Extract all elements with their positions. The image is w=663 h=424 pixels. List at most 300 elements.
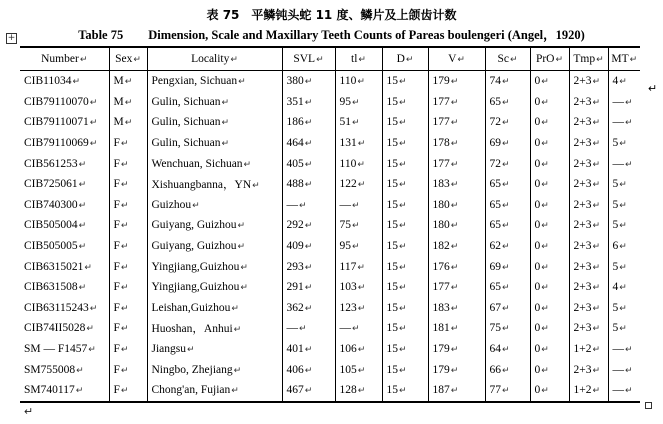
cell-end-mark-icon: ↵ — [450, 97, 459, 108]
cell-tl — [335, 318, 382, 339]
column-header-number — [20, 47, 109, 71]
column-header-tl — [335, 47, 382, 71]
cell-value: 69 — [489, 260, 501, 273]
cell-value: 65 — [489, 281, 501, 294]
cell-number — [20, 359, 109, 380]
cell-value: CIB740300 — [24, 198, 78, 211]
cell-value: SM — F1457 — [24, 343, 88, 356]
cell-end-mark-icon: ↵ — [72, 77, 81, 88]
cell-tl — [335, 359, 382, 380]
cell-end-mark-icon: ↵ — [399, 283, 407, 294]
cell-sc — [485, 71, 530, 92]
cell-sc — [485, 298, 530, 319]
cell-number — [20, 71, 109, 92]
cell-value: 0 — [534, 157, 541, 170]
cell-end-mark-icon: ↵ — [541, 77, 549, 88]
cell-d — [382, 195, 428, 216]
paragraph-mark-icon: ↵ — [24, 406, 34, 418]
cell-svl — [282, 277, 335, 298]
table-row — [20, 112, 640, 133]
cell-end-mark-icon: ↵ — [316, 55, 324, 65]
cell-value: 2+3 — [573, 95, 592, 108]
cell-value: 0 — [534, 116, 541, 129]
cell-end-mark-icon: ↵ — [592, 139, 601, 150]
cell-value: 1+2 — [573, 384, 592, 397]
cell-value: 131 — [339, 137, 357, 150]
cell-value: CIB631508 — [24, 281, 78, 294]
cell-value: SM755008 — [24, 363, 76, 376]
cell-end-mark-icon: ↵ — [450, 345, 459, 356]
cell-value: 65 — [489, 219, 501, 232]
cell-end-mark-icon: ↵ — [592, 159, 601, 170]
cell-end-mark-icon: ↵ — [502, 365, 510, 376]
cell-value: 0 — [534, 198, 541, 211]
cell-tmp — [569, 133, 608, 154]
cell-value: 15 — [386, 137, 398, 150]
cell-end-mark-icon: ↵ — [399, 77, 407, 88]
cell-end-mark-icon: ↵ — [399, 221, 407, 232]
cell-end-mark-icon: ↵ — [625, 97, 633, 108]
cell-end-mark-icon: ↵ — [450, 139, 459, 150]
cell-value: 0 — [534, 219, 541, 232]
cell-value: 15 — [386, 157, 398, 170]
cell-number — [20, 92, 109, 113]
cell-svl — [282, 236, 335, 257]
cell-end-mark-icon: ↵ — [352, 118, 360, 129]
cell-end-mark-icon: ↵ — [450, 118, 459, 129]
cell-end-mark-icon: ↵ — [304, 262, 313, 273]
cell-end-mark-icon: ↵ — [120, 221, 129, 232]
table-row — [20, 236, 640, 257]
column-header-label: MT — [611, 53, 629, 65]
cell-value: 464 — [286, 137, 304, 150]
cell-value: Jiangsu — [151, 343, 186, 356]
cell-value: 0 — [534, 343, 541, 356]
cell-end-mark-icon: ↵ — [625, 386, 633, 397]
cell-end-mark-icon: ↵ — [304, 283, 313, 294]
cell-sex — [109, 92, 147, 113]
cell-number — [20, 277, 109, 298]
cell-sc — [485, 256, 530, 277]
cell-d — [382, 92, 428, 113]
cell-value: 180 — [432, 219, 450, 232]
cell-value: 64 — [489, 343, 501, 356]
cell-number — [20, 215, 109, 236]
cell-value: — — [612, 363, 624, 376]
cell-value: 5 — [612, 322, 619, 335]
cell-value: 2+3 — [573, 198, 592, 211]
cell-end-mark-icon: ↵ — [231, 303, 239, 314]
cell-end-mark-icon: ↵ — [124, 118, 133, 129]
cell-mt — [608, 153, 640, 174]
cell-value: F — [113, 198, 120, 211]
cell-end-mark-icon: ↵ — [304, 159, 313, 170]
cell-value: 467 — [286, 384, 304, 397]
cell-end-mark-icon: ↵ — [237, 221, 246, 232]
column-header-sc — [485, 47, 530, 71]
cell-value: — — [339, 198, 351, 211]
cell-v — [428, 277, 485, 298]
cell-value: 69 — [489, 137, 501, 150]
cell-end-mark-icon: ↵ — [625, 118, 633, 129]
cell-value: 2+3 — [573, 363, 592, 376]
cell-value: 401 — [286, 343, 304, 356]
cell-pro — [530, 339, 569, 360]
cell-end-mark-icon: ↵ — [619, 303, 627, 314]
cell-mt — [608, 112, 640, 133]
cell-value: 177 — [432, 281, 450, 294]
cell-number — [20, 195, 109, 216]
cell-svl — [282, 298, 335, 319]
column-header-mt — [608, 47, 640, 71]
cell-value: F — [113, 281, 120, 294]
cell-end-mark-icon: ↵ — [502, 242, 510, 253]
cell-tmp — [569, 71, 608, 92]
cell-value: — — [339, 322, 351, 335]
cell-value: 2+3 — [573, 281, 592, 294]
cell-value: 123 — [339, 301, 357, 314]
cell-v — [428, 153, 485, 174]
column-header-label: V — [448, 53, 457, 65]
cell-locality — [147, 153, 282, 174]
cell-sex — [109, 71, 147, 92]
cell-value: 95 — [339, 240, 351, 253]
cell-end-mark-icon: ↵ — [450, 324, 459, 335]
cell-end-mark-icon: ↵ — [625, 345, 633, 356]
cell-value: 77 — [489, 384, 501, 397]
cell-pro — [530, 256, 569, 277]
column-header-d — [382, 47, 428, 71]
cell-tmp — [569, 256, 608, 277]
cell-sc — [485, 215, 530, 236]
cell-value: 67 — [489, 301, 501, 314]
cell-value: — — [612, 343, 624, 356]
cell-end-mark-icon: ↵ — [357, 386, 366, 397]
cell-sex — [109, 112, 147, 133]
cell-value: CIB63115243 — [24, 301, 89, 314]
cell-value: 15 — [386, 363, 398, 376]
cell-pro — [530, 153, 569, 174]
cell-end-mark-icon: ↵ — [304, 139, 313, 150]
cell-mt — [608, 236, 640, 257]
cell-d — [382, 174, 428, 195]
cell-value: 179 — [432, 363, 450, 376]
cell-end-mark-icon: ↵ — [120, 262, 129, 273]
cell-sex — [109, 380, 147, 402]
cell-value: 15 — [386, 219, 398, 232]
cell-value: 15 — [386, 343, 398, 356]
cell-end-mark-icon: ↵ — [541, 386, 549, 397]
cell-svl — [282, 112, 335, 133]
cell-end-mark-icon: ↵ — [541, 303, 549, 314]
cell-value: 186 — [286, 116, 304, 129]
cell-svl — [282, 359, 335, 380]
cell-d — [382, 236, 428, 257]
cell-value: 177 — [432, 157, 450, 170]
cell-end-mark-icon: ↵ — [89, 118, 98, 129]
cell-sc — [485, 380, 530, 402]
cell-end-mark-icon: ↵ — [221, 118, 230, 129]
cell-mt — [608, 318, 640, 339]
cell-svl — [282, 256, 335, 277]
cell-value: 75 — [489, 322, 501, 335]
cell-value: 0 — [534, 178, 541, 191]
cell-end-mark-icon: ↵ — [231, 386, 239, 397]
cell-end-mark-icon: ↵ — [399, 118, 407, 129]
cell-end-mark-icon: ↵ — [541, 262, 549, 273]
cell-end-mark-icon: ↵ — [120, 139, 129, 150]
cell-end-mark-icon: ↵ — [502, 200, 510, 211]
cell-svl — [282, 318, 335, 339]
table-row — [20, 277, 640, 298]
cell-end-mark-icon: ↵ — [89, 97, 98, 108]
cell-value: 187 — [432, 384, 450, 397]
cell-number — [20, 174, 109, 195]
table-caption-chinese: 表 75 平鳞钝头蛇 11 度、鳞片及上颌齿计数 — [206, 8, 457, 22]
cell-sex — [109, 256, 147, 277]
cell-tmp — [569, 174, 608, 195]
cell-svl — [282, 380, 335, 402]
cell-end-mark-icon: ↵ — [502, 139, 510, 150]
cell-tl — [335, 298, 382, 319]
cell-end-mark-icon: ↵ — [78, 200, 87, 211]
cell-value: 15 — [386, 240, 398, 253]
cell-value: M — [113, 75, 124, 88]
cell-end-mark-icon: ↵ — [187, 345, 195, 356]
column-header-locality — [147, 47, 282, 71]
cell-end-mark-icon: ↵ — [304, 303, 313, 314]
cell-tmp — [569, 339, 608, 360]
cell-end-mark-icon: ↵ — [89, 303, 98, 314]
cell-value: 405 — [286, 157, 304, 170]
cell-locality — [147, 236, 282, 257]
cell-value: 406 — [286, 363, 304, 376]
cell-value: CIB6315021 — [24, 260, 84, 273]
cell-pro — [530, 92, 569, 113]
cell-sc — [485, 174, 530, 195]
cell-value: F — [113, 178, 120, 191]
cell-end-mark-icon: ↵ — [75, 386, 84, 397]
cell-end-mark-icon: ↵ — [304, 345, 313, 356]
cell-number — [20, 112, 109, 133]
column-header-pro — [530, 47, 569, 71]
cell-locality — [147, 380, 282, 402]
cell-v — [428, 236, 485, 257]
cell-value: 178 — [432, 137, 450, 150]
cell-end-mark-icon: ↵ — [304, 118, 313, 129]
cell-end-mark-icon: ↵ — [357, 283, 366, 294]
cell-v — [428, 195, 485, 216]
cell-value: 0 — [534, 260, 541, 273]
cell-svl — [282, 133, 335, 154]
cell-end-mark-icon: ↵ — [240, 262, 248, 273]
cell-tl — [335, 153, 382, 174]
cell-value: 0 — [534, 322, 541, 335]
cell-end-mark-icon: ↵ — [352, 97, 360, 108]
cell-end-mark-icon: ↵ — [592, 200, 601, 211]
cell-value: 110 — [339, 75, 357, 88]
cell-value: 2+3 — [573, 240, 592, 253]
cell-mt — [608, 133, 640, 154]
cell-tl — [335, 215, 382, 236]
cell-tmp — [569, 380, 608, 402]
column-header-label: SVL — [293, 53, 316, 65]
cell-end-mark-icon: ↵ — [502, 97, 510, 108]
cell-locality — [147, 92, 282, 113]
cell-value: F — [113, 301, 120, 314]
table-row — [20, 195, 640, 216]
cell-value: Wenchuan, Sichuan — [151, 157, 243, 170]
cell-value: CIB561253 — [24, 157, 78, 170]
cell-end-mark-icon: ↵ — [357, 139, 366, 150]
cell-value: 2+3 — [573, 322, 592, 335]
cell-end-mark-icon: ↵ — [124, 97, 133, 108]
cell-pro — [530, 215, 569, 236]
cell-end-mark-icon: ↵ — [592, 262, 601, 273]
table-row — [20, 92, 640, 113]
cell-mt — [608, 359, 640, 380]
cell-value: 15 — [386, 75, 398, 88]
cell-end-mark-icon: ↵ — [221, 139, 230, 150]
cell-d — [382, 133, 428, 154]
cell-pro — [530, 71, 569, 92]
cell-end-mark-icon: ↵ — [124, 77, 133, 88]
cell-end-mark-icon: ↵ — [120, 324, 129, 335]
cell-sex — [109, 174, 147, 195]
cell-value: 2+3 — [573, 75, 592, 88]
cell-value: 1+2 — [573, 343, 592, 356]
cell-locality — [147, 112, 282, 133]
cell-locality — [147, 215, 282, 236]
cell-end-mark-icon: ↵ — [592, 283, 601, 294]
cell-number — [20, 380, 109, 402]
cell-value: 74 — [489, 75, 501, 88]
cell-value: CIB74II5028 — [24, 322, 86, 335]
cell-number — [20, 318, 109, 339]
cell-svl — [282, 339, 335, 360]
cell-svl — [282, 71, 335, 92]
cell-end-mark-icon: ↵ — [243, 159, 252, 170]
cell-end-mark-icon: ↵ — [352, 242, 360, 253]
cell-end-mark-icon: ↵ — [299, 200, 307, 211]
cell-value: 5 — [612, 198, 619, 211]
cell-value: 105 — [339, 363, 357, 376]
table-row — [20, 359, 640, 380]
column-header-label: D — [396, 53, 405, 65]
cell-sex — [109, 215, 147, 236]
cell-v — [428, 298, 485, 319]
cell-end-mark-icon: ↵ — [541, 324, 549, 335]
cell-value: 292 — [286, 219, 304, 232]
cell-value: Guizhou — [151, 198, 192, 211]
cell-number — [20, 133, 109, 154]
cell-v — [428, 359, 485, 380]
cell-end-mark-icon: ↵ — [304, 77, 313, 88]
cell-value: F — [113, 240, 120, 253]
cell-value: F — [113, 384, 120, 397]
cell-value: 6 — [612, 240, 619, 253]
cell-end-mark-icon: ↵ — [352, 200, 360, 211]
cell-end-mark-icon: ↵ — [592, 97, 601, 108]
cell-end-mark-icon: ↵ — [230, 55, 238, 65]
cell-end-mark-icon: ↵ — [619, 200, 627, 211]
cell-value: F — [113, 363, 120, 376]
cell-end-mark-icon: ↵ — [120, 180, 129, 191]
cell-tl — [335, 71, 382, 92]
cell-end-mark-icon: ↵ — [541, 365, 549, 376]
cell-end-mark-icon: ↵ — [120, 242, 129, 253]
cell-d — [382, 380, 428, 402]
cell-value: CIB11034 — [24, 75, 72, 88]
cell-tl — [335, 256, 382, 277]
cell-sex — [109, 318, 147, 339]
cell-end-mark-icon: ↵ — [304, 386, 313, 397]
cell-value: Chong'an, Fujian — [151, 384, 231, 397]
table-move-handle-icon[interactable]: + — [7, 33, 16, 43]
cell-value: Gulin, Sichuan — [151, 95, 221, 108]
cell-end-mark-icon: ↵ — [233, 365, 242, 376]
cell-end-mark-icon: ↵ — [509, 55, 518, 65]
cell-end-mark-icon: ↵ — [541, 97, 549, 108]
cell-value: 176 — [432, 260, 450, 273]
cell-value: 106 — [339, 343, 357, 356]
cell-tmp — [569, 359, 608, 380]
cell-d — [382, 71, 428, 92]
cell-end-mark-icon: ↵ — [252, 181, 260, 192]
cell-value: 180 — [432, 198, 450, 211]
cell-value: 65 — [489, 95, 501, 108]
cell-value: 380 — [286, 75, 304, 88]
cell-end-mark-icon: ↵ — [541, 159, 549, 170]
table-resize-handle-icon[interactable] — [645, 402, 652, 409]
cell-value: 2+3 — [573, 260, 592, 273]
cell-end-mark-icon: ↵ — [120, 303, 129, 314]
cell-end-mark-icon: ↵ — [238, 77, 246, 88]
cell-end-mark-icon: ↵ — [450, 242, 459, 253]
cell-pro — [530, 277, 569, 298]
cell-value: 128 — [339, 384, 357, 397]
cell-end-mark-icon: ↵ — [592, 77, 601, 88]
cell-pro — [530, 380, 569, 402]
cell-number — [20, 236, 109, 257]
cell-end-mark-icon: ↵ — [399, 97, 407, 108]
cell-end-mark-icon: ↵ — [78, 159, 87, 170]
cell-value: 177 — [432, 95, 450, 108]
cell-sc — [485, 277, 530, 298]
cell-mt — [608, 277, 640, 298]
cell-sc — [485, 339, 530, 360]
cell-value: CIB79110070 — [24, 95, 89, 108]
cell-mt — [608, 215, 640, 236]
cell-value: 5 — [612, 137, 619, 150]
cell-end-mark-icon: ↵ — [502, 77, 510, 88]
cell-d — [382, 256, 428, 277]
column-header-label: Sc — [497, 53, 509, 65]
cell-tl — [335, 339, 382, 360]
cell-value: 0 — [534, 240, 541, 253]
cell-mt — [608, 71, 640, 92]
cell-end-mark-icon: ↵ — [625, 365, 633, 376]
table-row — [20, 380, 640, 402]
cell-value: 15 — [386, 301, 398, 314]
row-end-mark-icon: ↵ — [648, 83, 658, 95]
cell-end-mark-icon: ↵ — [79, 55, 88, 65]
cell-locality — [147, 359, 282, 380]
cell-end-mark-icon: ↵ — [399, 262, 407, 273]
cell-end-mark-icon: ↵ — [304, 221, 313, 232]
cell-locality — [147, 298, 282, 319]
cell-value: 0 — [534, 95, 541, 108]
